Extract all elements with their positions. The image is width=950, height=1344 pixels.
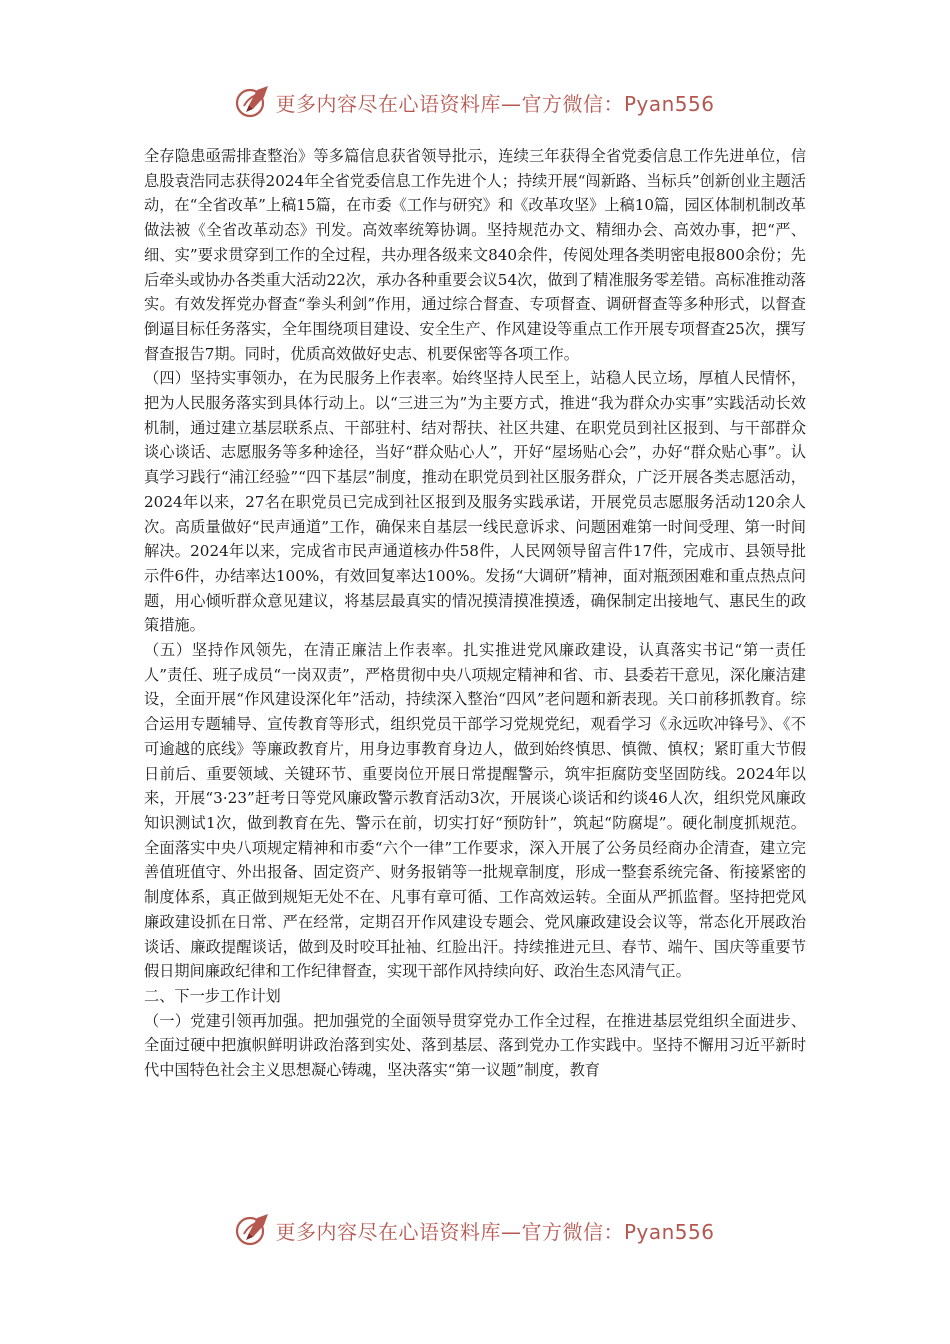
paragraph-section-five: （五）坚持作风领先，在清正廉洁上作表率。扎实推进党风廉政建设，认真落实书记“第一责任人”责任、班子成员“一岗双责”，严格贯彻中央八项规定精神和省、市、县委若干意见，深化廉洁建设，全面开展“作风建设深化年”活动，持续深入整治“四风”老问题和新表现。关口前移抓教育。综合运用专题辅导、宣传教育等形式，组织党员干部学习党规党纪，观看学习《永远吹冲锋号》、《不可逾越的底线》等廉政教育片，用身边事教育身边人，做到始终慎思、慎微、慎权；紧盯重大节假日前后、重要领域、关键环节、重要岗位开展日常提醒警示，筑牢拒腐防变坚固防线。2024年以来，开展“3·23”赶考日等党风廉政警示教育活动3次，开展谈心谈话和约谈46人次，组织党风廉政知识测试1次，做到教育在先、警示在前，切实打好“预防针”，筑起“防腐堤”。硬化制度抓规范。全面落实中央八项规定精神和市委“六个一律”工作要求，深入开展了公务员经商办企清查，建立完善值班值守、外出报备、固定资产、财务报销等一批规章制度，形成一整套系统完备、衔接紧密的制度体系，真正做到规矩无处不在、凡事有章可循、工作高效运转。全面从严抓监督。坚持把党风廉政建设抓在日常、严在经常，定期召开作风建设专题会、党风廉政建设会议等，常态化开展政治谈话、廉政提醒谈话，做到及时咬耳扯袖、红脸出汗。持续推进元旦、春节、端午、国庆等重要节假日期间廉政纪律和工作纪律督查，实现干部作风持续向好、政治生态风清气正。 [144,641,806,981]
section-heading-next-plan: 二、下一步工作计划 [144,986,281,1005]
paragraph-continuation: 全存隐患亟需排查整治》等多篇信息获省领导批示，连续三年获得全省党委信息工作先进单位，信息股袁浩同志获得2024年全省党委信息工作先进个人；持续开展“闯新路、当标兵”创新创业主题活动，在“全省改革”上稿15篇，在市委《工作与研究》和《改革攻坚》上稿10篇，园区体制机制改革做法被《全省改革动态》刊发。高效率统筹协调。坚持规范办文、精细办会、高效办事，把“严、细、实”要求贯穿到工作的全过程，共办理各级来文840余件，传阅处理各类明密电报800余份；先后牵头或协办各类重大活动22次，承办各种重要会议54次，做到了精准服务零差错。高标准推动落实。有效发挥党办督查“拳头利剑”作用，通过综合督查、专项督查、调研督查等多种形式，以督查倒逼目标任务落实，全年围绕项目建设、安全生产、作风建设等重点工作开展专项督查25次，撰写督查报告7期。同时，优质高效做好史志、机要保密等各项工作。 [144,147,806,363]
header-banner [0,82,950,122]
paragraph-section-four: （四）坚持实事领办，在为民服务上作表率。始终坚持人民至上，站稳人民立场，厚植人民情怀，把为人民服务落实到具体行动上。以“三进三为”为主要方式，推进“我为群众办实事”实践活动长效机制，通过建立基层联系点、干部驻村、结对帮扶、社区共建、在职党员到社区报到、与干部群众谈心谈话、志愿服务等多种途径，当好“群众贴心人”，开好“屋场贴心会”，办好“群众贴心事”。认真学习践行“浦江经验”“四下基层”制度，推动在职党员到社区服务群众，广泛开展各类志愿活动，2024年以来，27名在职党员已完成到社区报到及服务实践承诺，开展党员志愿服务活动120余人次。高质量做好“民声通道”工作，确保来自基层一线民意诉求、问题困难第一时间受理、第一时间解决。2024年以来，完成省市民声通道核办件58件，人民网领导留言件17件，完成市、县领导批示件6件，办结率达100%，有效回复率达100%。发扬“大调研”精神，面对瓶颈困难和重点热点问题，用心倾听群众意见建议，将基层最真实的情况摸清摸准摸透，确保制定出接地气、惠民生的政策措施。 [144,369,806,635]
pen-logo-icon [235,1212,271,1248]
paragraph-plan-one: （一）党建引领再加强。把加强党的全面领导贯穿党办工作全过程，在推进基层党组织全面进步、全面过硬中把旗帜鲜明讲政治落到实处、落到基层、落到党办工作实践中。坚持不懈用习近平新时代中国特色社会主义思想凝心铸魂，坚决落实“第一议题”制度，教育 [144,1011,806,1080]
footer-banner [0,1210,950,1250]
footer-banner-text: 更多内容尽在心语资料库—官方微信：Pyan556 [275,1219,715,1244]
document-body [144,144,806,1083]
pen-logo-icon [235,84,271,120]
header-banner-text: 更多内容尽在心语资料库—官方微信：Pyan556 [275,91,715,116]
